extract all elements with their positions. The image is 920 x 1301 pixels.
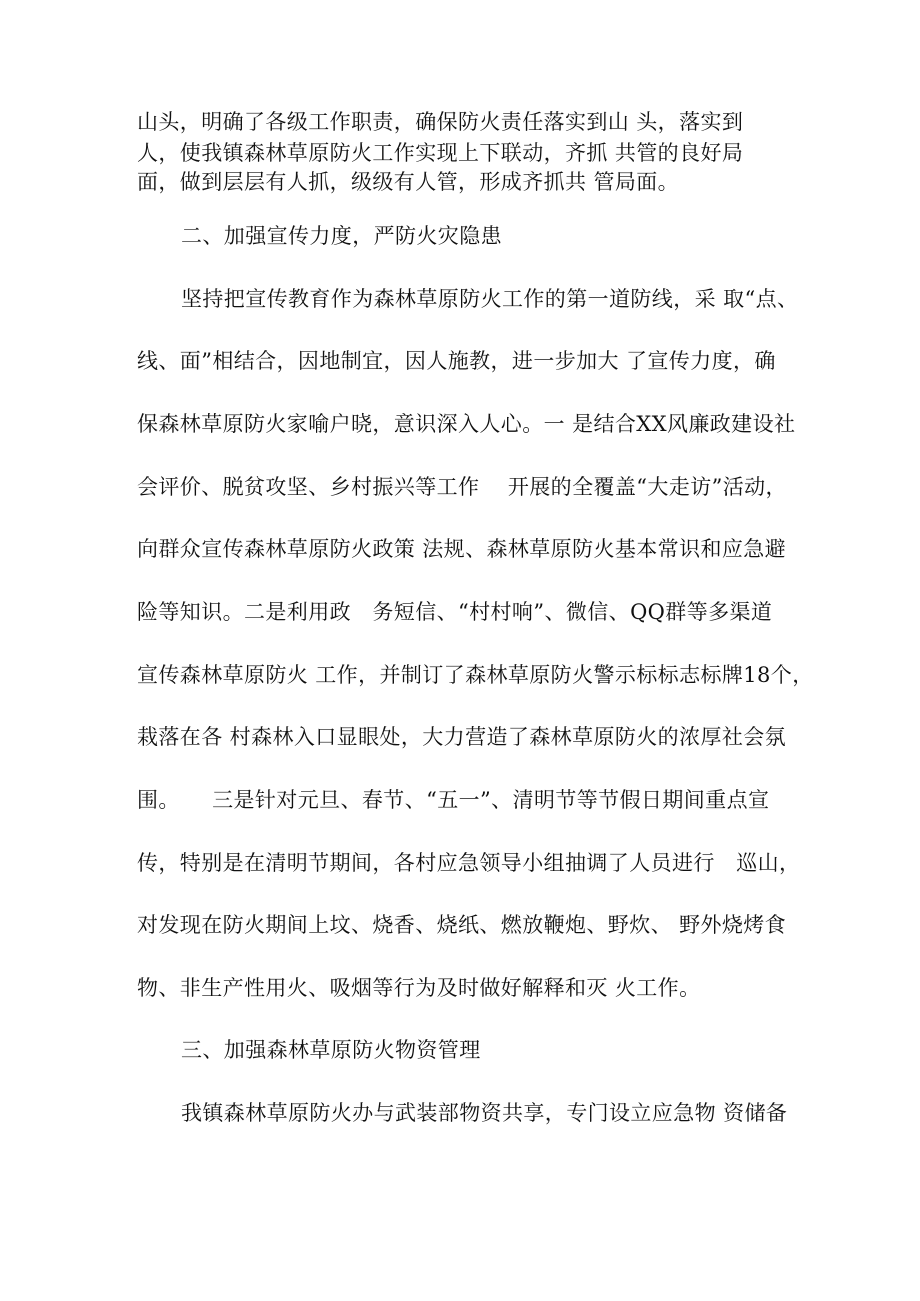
paragraph-line-8: 向群众宣传森林草原防火政策 法规、森林草原防火基本常识和应急避 — [137, 537, 787, 561]
paragraph-line-5: 线、面”相结合，因地制宜，因人施教，进一步加大 了宣传力度，确 — [137, 349, 776, 373]
paragraph-line-15: 物、非生产性用火、吸烟等行为及时做好解释和灭 火工作。 — [137, 976, 701, 1000]
paragraph-line-3: 面，做到层层有人抓，级级有人管，形成齐抓共 管局面。 — [137, 170, 680, 194]
paragraph-line-1: 山头，明确了各级工作职责，确保防火责任落实到山 头，落实到 — [137, 110, 744, 134]
paragraph-line-16: 我镇森林草原防火办与武装部物资共享，专门设立应急物 资储备 — [181, 1101, 788, 1125]
section-heading-3: 三、加强森林草原防火物资管理 — [181, 1038, 481, 1062]
paragraph-line-6: 保森林草原防火家喻户晓，意识深入人心。一 是结合XX风廉政建设社 — [137, 412, 796, 436]
paragraph-line-11: 栽落在各 村森林入口显眼处，大力营造了森林草原防火的浓厚社会氛 — [137, 725, 787, 749]
paragraph-line-12: 围。 三是针对元旦、春节、“五一”、清明节等节假日期间重点宣 — [137, 788, 770, 812]
paragraph-line-7: 会评价、脱贫攻坚、乡村振兴等工作 开展的全覆盖“大走访”活动， — [137, 475, 787, 499]
paragraph-line-2: 人，使我镇森林草原防火工作实现上下联动，齐抓 共管的良好局 — [137, 141, 744, 165]
paragraph-line-14: 对发现在防火期间上坟、烧香、烧纸、燃放鞭炮、野炊、 野外烧烤食 — [137, 913, 787, 937]
paragraph-line-4: 坚持把宣传教育作为森林草原防火工作的第一道防线，采 取“点、 — [181, 287, 799, 311]
section-heading-2: 二、加强宣传力度，严防火灾隐患 — [181, 224, 502, 248]
paragraph-line-13: 传，特别是在清明节期间，各村应急领导小组抽调了人员进行 巡山， — [137, 851, 801, 875]
paragraph-line-10: 宣传森林草原防火 工作，并制订了森林草原防火警示标标志标牌18个， — [137, 663, 814, 687]
paragraph-line-9: 险等知识。二是利用政 务短信、“村村响”、微信、QQ群等多渠道 — [137, 600, 773, 624]
